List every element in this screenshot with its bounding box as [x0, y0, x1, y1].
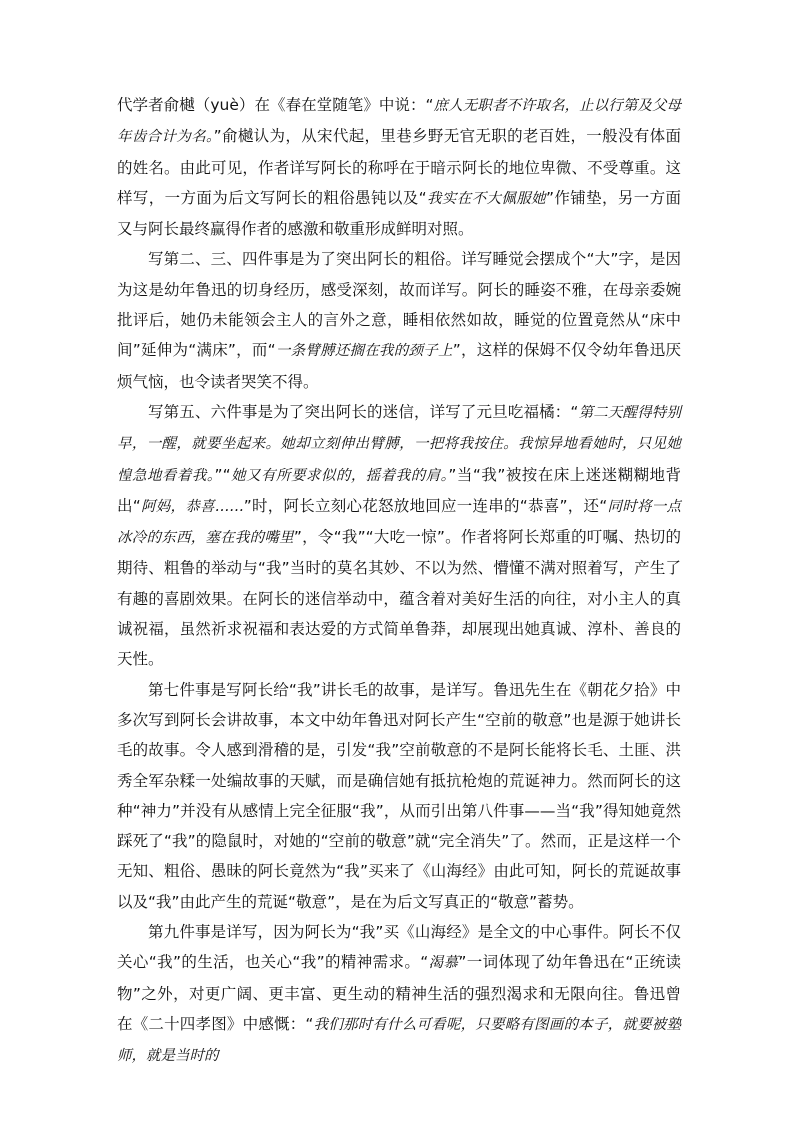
text-run: ”作铺垫，另一方面又与阿长最终赢得作者的感激和敬重形成鲜明对照。 — [117, 188, 681, 239]
text-run: ”俞樾认为，从宋代起，里巷乡野无官无职的老百姓，一般没有体面的姓名。由此可见，作者详写阿长的称呼在于暗示阿长的地位卑微、不受尊重。这样写，一方面为后文写阿长的粗俗愚钝以及“ — [117, 127, 681, 207]
text-run: 写第二、三、四件事是为了突出阿长的粗俗。详写睡觉会摆成个“大”字，是因为这是幼年鲁迅的切身经历，感受深刻，故而详写。阿长的睡姿不雅，在母亲委婉批评后，她仍未能领会主人的言外之意，睡相依然如故，睡觉的位置竟然从“床中间”延伸为“满床”，而“ — [117, 250, 681, 360]
quoted-text: 同时将一点冰冷的东西，塞在我的嘴里 — [117, 498, 682, 547]
paragraph-3 — [117, 397, 681, 675]
quoted-text: 庶人无职者不许取名，止以行第及父母年齿合计为名。 — [117, 98, 681, 146]
quoted-text: 一条臂膊还搁在我的颈子上 — [275, 343, 453, 360]
text-run: 写第五、六件事是为了突出阿长的迷信，详写了元旦吃福橘：“ — [148, 402, 579, 421]
text-run: 代学者俞樾（yuè）在《春在堂随笔》中说：“ — [117, 96, 434, 114]
text-run: ”“ — [214, 465, 231, 484]
text-run: ”，令“我”“大吃一惊”。作者将阿长郑重的叮嘱、热切的期待、粗鲁的举动与“我”当时的莫名其妙、不以为然、懵懂不满对照着写，产生了有趣的喜剧效果。在阿长的迷信举动中，蕴含着对美好生活的向往，对小主人的真诚祝福，虽然祈求祝福和表达爱的方式简单鲁莽，却展现出她真诚、淳朴、善良的天性。 — [117, 528, 682, 669]
text-run: 第七件事是写阿长给“我”讲长毛的故事，是详写。鲁迅先生在《朝花夕拾》中多次写到阿长会讲故事，本文中幼年鲁迅对阿长产生“空前的敬意”也是源于她讲长毛的故事。令人感到滑稽的是，引发“我”空前敬意的不是阿长能将长毛、土匪、洪秀全军杂糅一处编故事的天赋，而是确信她有抵抗枪炮的荒诞神力。然而阿长的这种“神力”并没有从感情上完全征服“我”，从而引出第八件事——当“我”得知她竟然踩死了“我”的隐鼠时，对她的“空前的敬意”就“完全消失”了。然而，正是这样一个无知、粗俗、愚昧的阿长竟然为“我”买来了《山海经》由此可知，阿长的荒诞故事以及“我”由此产生的荒诞“敬意”，是在为后文写真正的“敬意”蓄势。 — [117, 680, 681, 911]
paragraph-5 — [117, 917, 681, 1071]
quoted-text: 她又有所要求似的，摇着我的肩。 — [230, 467, 449, 484]
paragraph-1 — [117, 90, 681, 244]
quoted-text: 我们那时有什么可看呢，只要略有图画的本子，就要被塾师，就是当时的 — [117, 1016, 681, 1065]
quoted-text: 渴慕 — [428, 955, 459, 972]
paragraph-2 — [117, 244, 681, 396]
paragraph-4 — [117, 675, 681, 917]
text-run: ”当“我”被按在床上迷迷糊糊地背出“ — [117, 465, 682, 515]
quoted-text: 我实在不大佩服她 — [426, 190, 546, 207]
quoted-text: 第二天醒得特别早，一醒，就要坐起来。她却立刻伸出臂膊，一把将我按住。我惊异地看她时，只见她惶急地看着我。 — [117, 404, 681, 484]
text-run: 第九件事是详写，因为阿长为“我”买《山海经》是全文的中心事件。阿长不仅关心“我”的生活，也关心“我”的精神需求。“ — [117, 923, 681, 972]
text-run: ”时，阿长立刻心花怒放地回应一连串的“恭喜”，还“ — [243, 496, 608, 515]
text-run: ”一词体现了幼年鲁迅在“正统读物”之外，对更广阔、更丰富、更生动的精神生活的强烈渴求和无限向往。鲁迅曾在《二十四孝图》中感慨：“ — [117, 953, 682, 1033]
quoted-text: 阿妈，恭喜…… — [140, 498, 244, 515]
text-run: ”，这样的保姆不仅令幼年鲁迅厌烦气恼，也令读者哭笑不得。 — [117, 341, 682, 391]
